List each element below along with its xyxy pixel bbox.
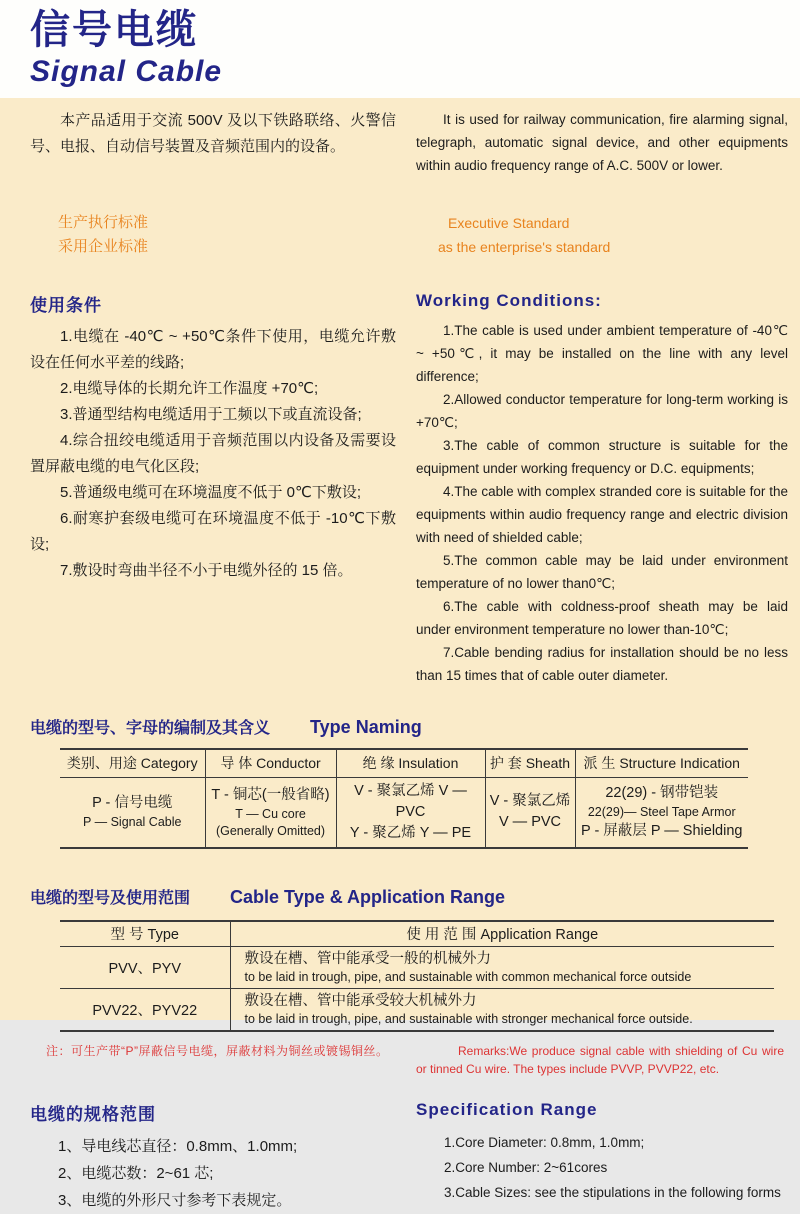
type-naming-header-row: [60, 749, 748, 777]
intro-en-col: [410, 108, 788, 177]
spec-item-en: 3.Cable Sizes: see the stipulations in the following forms: [444, 1185, 781, 1200]
structure-line1: 22(29) - 钢带铠装: [605, 784, 719, 801]
type-naming-heading-en: Type Naming: [310, 717, 422, 737]
col-header-category: 类别、用途 Category: [60, 749, 205, 777]
intro-zh-col: [30, 108, 410, 177]
page-title-en: Signal Cable: [30, 55, 223, 88]
sheath-zh: V - 聚氯乙烯: [489, 793, 571, 809]
condition-item-zh: 2.电缆导体的长期允许工作温度 +70℃;: [60, 380, 319, 397]
specification-range-zh: [30, 1100, 410, 1214]
condition-item-en: 2.Allowed conductor temperature for long-term working is +70℃;: [416, 392, 788, 430]
application-range-table: [60, 920, 774, 1033]
application-range-row: [60, 947, 774, 989]
application-range-heading-en: Cable Type & Application Range: [230, 886, 506, 907]
spec-item-zh: 3、电缆的外形尺寸参考下表规定。: [58, 1192, 292, 1209]
range-en: to be laid in trough, pipe, and sustainable with stronger mechanical force outside.: [244, 1012, 693, 1026]
standards-en-line2: as the enterprise's standard: [438, 239, 611, 255]
range-value: [230, 947, 774, 989]
col-header-insulation: 绝 缘 Insulation: [336, 749, 485, 777]
spec-item-zh: 2、电缆芯数：2~61 芯;: [58, 1165, 214, 1182]
col-header-application-range: 使 用 范 围 Application Range: [230, 921, 774, 947]
standards-zh: [30, 211, 410, 259]
type-naming-heading-row: [30, 715, 788, 738]
category-en: P — Signal Cable: [83, 815, 182, 829]
cell-insulation: [336, 777, 485, 848]
intro-paragraph-zh: 本产品适用于交流 500V 及以下铁路联络、火警信号、电报、自动信号装置及音频范围内的设备。: [30, 112, 396, 155]
working-conditions-heading-zh: 使用条件: [30, 296, 102, 315]
working-conditions-zh: [30, 291, 410, 687]
cell-structure: [575, 777, 748, 848]
specification-range-section: [30, 1100, 788, 1214]
specification-list-en: [416, 1130, 788, 1205]
range-value: [230, 989, 774, 1032]
cell-conductor: [205, 777, 336, 848]
category-zh: P - 信号电缆: [92, 795, 173, 811]
structure-line3: P - 屏蔽层 P — Shielding: [581, 822, 743, 839]
col-header-type: 型 号 Type: [60, 921, 230, 947]
range-zh: 敷设在槽、管中能承受一般的机械外力: [244, 951, 491, 967]
insulation-line1: V - 聚氯乙烯 V — PVC: [354, 782, 467, 820]
cell-category: [60, 777, 205, 848]
application-range-row: [60, 989, 774, 1032]
condition-item-en: 1.The cable is used under ambient temperature of -40℃ ~ +50℃, it may be installed on the line with any level difference;: [416, 323, 788, 384]
working-conditions-heading-en: Working Conditions:: [416, 291, 602, 310]
page-header: [0, 0, 800, 98]
col-header-structure: 派 生 Structure Indication: [575, 749, 748, 777]
working-conditions-list-zh: [30, 324, 396, 584]
page-title-zh: 信号电缆: [30, 8, 198, 52]
type-value: PVV22、PYV22: [92, 1003, 198, 1019]
condition-item-en: 3.The cable of common structure is suitable for the equipment under working frequency or D.C. equipments;: [416, 438, 788, 476]
specification-range-heading-zh: 电缆的规格范围: [30, 1105, 156, 1124]
specification-list-zh: [30, 1133, 396, 1214]
standards-zh-line2: 采用企业标准: [58, 238, 149, 255]
intro-section: [30, 108, 788, 177]
notes-section: [30, 1042, 788, 1078]
conductor-en: T — Cu core (Generally Omitted): [215, 806, 326, 838]
structure-line2: 22(29)— Steel Tape Armor: [587, 804, 736, 819]
standards-section: [30, 211, 788, 259]
range-en: to be laid in trough, pipe, and sustainable with common mechanical force outside: [244, 970, 692, 984]
condition-item-en: 7.Cable bending radius for installation should be no less than 15 times that of cable outer diameter.: [416, 645, 788, 683]
application-range-heading-row: [30, 885, 788, 908]
working-conditions-section: [30, 291, 788, 687]
specification-range-heading-en: Specification Range: [416, 1100, 598, 1119]
col-header-conductor: 导 体 Conductor: [205, 749, 336, 777]
standards-zh-line1: 生产执行标准: [58, 214, 149, 231]
working-conditions-en: [410, 291, 788, 687]
condition-item-en: 6.The cable with coldness-proof sheath may be laid under environment temperature no lower than-10℃;: [416, 599, 788, 637]
condition-item-zh: 1.电缆在 -40℃ ~ +50℃条件下使用，电缆允许敷设在任何水平差的线路;: [30, 328, 396, 371]
spec-item-en: 2.Core Number: 2~61cores: [444, 1160, 608, 1175]
insulation-line2: Y - 聚乙烯 Y — PE: [349, 824, 472, 841]
sheath-en: V — PVC: [498, 814, 562, 830]
type-value: PVV、PYV: [60, 947, 230, 989]
specification-range-en: [410, 1100, 788, 1214]
condition-item-en: 5.The common cable may be laid under environment temperature of no lower than0℃;: [416, 553, 788, 591]
intro-paragraph-en: It is used for railway communication, fire alarming signal, telegraph, automatic signal device, and other equipments within audio frequency range of A.C. 500V or lower.: [416, 112, 788, 173]
spec-item-zh: 1、导电线芯直径：0.8mm、1.0mm;: [58, 1138, 298, 1155]
type-naming-data-row: [60, 777, 748, 848]
application-range-header-row: [60, 921, 774, 947]
cell-sheath: [485, 777, 575, 848]
conductor-zh: T - 铜芯(一般省略): [211, 786, 330, 803]
condition-item-zh: 4.综合扭绞电缆适用于音频范围以内设备及需要设置屏蔽电缆的电气化区段;: [30, 432, 396, 475]
condition-item-en: 4.The cable with complex stranded core is suitable for the equipments within audio frequency range and electric division with need of shielded cable;: [416, 484, 788, 545]
spec-item-en: 1.Core Diameter: 0.8mm, 1.0mm;: [444, 1135, 645, 1150]
standards-en: [410, 211, 788, 259]
col-header-sheath: 护 套 Sheath: [485, 749, 575, 777]
condition-item-zh: 7.敷设时弯曲半径不小于电缆外径的 15 倍。: [60, 562, 353, 579]
application-range-heading-zh: 电缆的型号及使用范围: [30, 889, 191, 907]
type-naming-table: [60, 748, 748, 849]
note-en: Remarks:We produce signal cable with shielding of Cu wire or tinned Cu wire. The types include PVVP, PVVP22, etc.: [416, 1044, 784, 1076]
condition-item-zh: 3.普通型结构电缆适用于工频以下或直流设备;: [60, 406, 362, 423]
type-naming-heading-zh: 电缆的型号、字母的编制及其含义: [30, 720, 271, 737]
condition-item-zh: 5.普通级电缆可在环境温度不低于 0℃下敷设;: [60, 484, 362, 501]
working-conditions-list-en: [416, 319, 788, 687]
condition-item-zh: 6.耐寒护套级电缆可在环境温度不低于 -10℃下敷设;: [30, 510, 396, 553]
page-content: [0, 108, 800, 1214]
standards-en-line1: Executive Standard: [448, 215, 570, 231]
range-zh: 敷设在槽、管中能承受较大机械外力: [244, 993, 477, 1009]
note-zh: 注：可生产带“P”屏蔽信号电缆，屏蔽材料为铜丝或镀锡铜丝。: [46, 1044, 389, 1058]
